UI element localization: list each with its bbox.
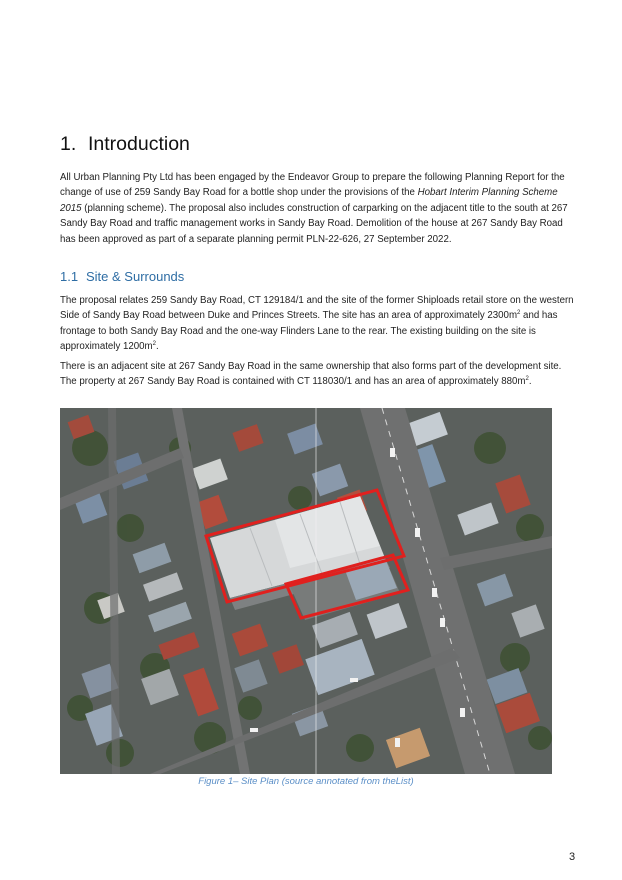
section-heading bbox=[60, 133, 190, 156]
superscript: 2 bbox=[152, 340, 156, 347]
page-number: 3 bbox=[569, 851, 576, 863]
superscript: 2 bbox=[525, 376, 529, 383]
adjacent-text-b: . bbox=[528, 376, 532, 388]
site-paragraph bbox=[60, 293, 580, 355]
intro-text-a: All Urban Planning Pty Ltd has been engaged by the Endeavor Group to prepare the following Planning Report for the change of use of 259 Sandy Bay Road for a bottle shop under the provisions of the bbox=[60, 172, 565, 199]
subsection-title: Site & Surrounds bbox=[86, 269, 185, 284]
site-text-b: and has frontage to both Sandy Bay Road and the one-way Flinders Lane to the rear. The existing building on the site is approximately 1200m bbox=[60, 310, 558, 353]
subsection-heading bbox=[60, 269, 184, 284]
intro-text-b: (planning scheme). The proposal also includes construction of carparking on the adjacent title to the south at 267 Sandy Bay Road and traffic management works in Sandy Bay Road. Demolition of the house at 267 Sandy Bay Road has been approved as part of a separate planning permit PLN-22-626, 27 September 2022. bbox=[60, 202, 568, 245]
superscript: 2 bbox=[517, 310, 521, 317]
adjacent-text-a: There is an adjacent site at 267 Sandy Bay Road in the same ownership that also forms part of the development site. The property at 267 Sandy Bay Road is contained with CT 118030/1 and has an area of approximately 880m bbox=[60, 361, 562, 388]
section-title: Introduction bbox=[88, 133, 190, 155]
site-plan-aerial-image bbox=[60, 408, 552, 774]
figure-caption: Figure 1– Site Plan (source annotated from theList) bbox=[198, 776, 414, 787]
adjacent-site-paragraph bbox=[60, 359, 580, 390]
subsection-number: 1.1 bbox=[60, 269, 79, 284]
site-text-a: The proposal relates 259 Sandy Bay Road, CT 129184/1 and the site of the former Shiploads retail store on the western Side of Sandy Bay Road between Duke and Princes Streets. The site has an area of approximately 2300m bbox=[60, 295, 574, 322]
scheme-name: Hobart Interim Planning Scheme 2015 bbox=[60, 187, 558, 214]
site-text-c: . bbox=[155, 341, 159, 353]
intro-paragraph bbox=[60, 170, 580, 247]
section-number: 1. bbox=[60, 133, 77, 155]
